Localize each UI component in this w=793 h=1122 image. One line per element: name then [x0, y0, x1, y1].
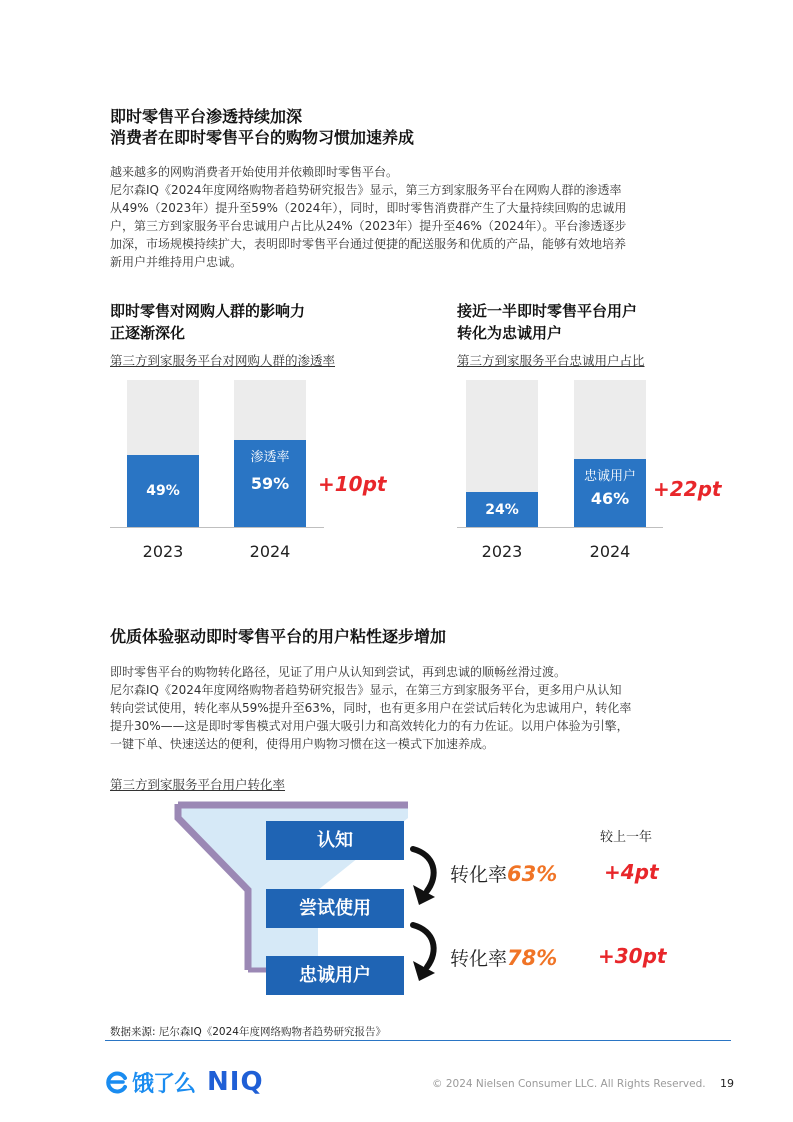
- footer-divider: [105, 1040, 731, 1041]
- left-bar-2024: [234, 440, 306, 527]
- paragraph-line: 尼尔森IQ《2024年度网络购物者趋势研究报告》显示，第三方到家服务平台在网购人群的渗透率: [110, 183, 622, 197]
- paragraph-line: 户，第三方到家服务平台忠诚用户占比从24%（2023年）提升至46%（2024年）。平台渗透逐步: [110, 219, 627, 233]
- section2-paragraph: [110, 663, 631, 753]
- funnel-stage-loyal: 忠诚用户: [266, 956, 404, 995]
- curved-arrow-icon: [405, 845, 445, 905]
- right-chart-caption: 第三方到家服务平台忠诚用户占比: [457, 353, 645, 368]
- eleme-logo-text: 饿了么: [132, 1071, 196, 1097]
- section2-title: 优质体验驱动即时零售平台的用户粘性逐步增加: [110, 627, 447, 646]
- page-number: 19: [720, 1077, 734, 1090]
- funnel-caption: 第三方到家服务平台用户转化率: [110, 777, 286, 792]
- left-bar-inner-label: 渗透率: [250, 450, 290, 465]
- section1-title-line2: 消费者在即时零售平台的购物习惯加速养成: [110, 128, 415, 147]
- yoy-header: 较上一年: [600, 830, 653, 845]
- paragraph-line: 从49%（2023年）提升至59%（2024年），同时，即时零售消费群产生了大量持续回购的忠诚用: [110, 201, 627, 215]
- right-chart-baseline: [457, 527, 663, 528]
- right-chart-heading-line1: 接近一半即时零售平台用户: [457, 302, 638, 320]
- conversion-rate-2: [450, 944, 557, 971]
- conversion-rate-value: 78%: [507, 946, 558, 970]
- right-chart-heading-line2: 转化为忠诚用户: [457, 324, 563, 342]
- left-bar-2023-value: 49%: [146, 483, 180, 499]
- footer-logos: [104, 1066, 264, 1098]
- right-bar-2023: [466, 492, 538, 527]
- right-bar-2023-value: 24%: [485, 501, 519, 518]
- left-chart-delta: +10pt: [318, 472, 387, 496]
- paragraph-line: 加深，市场规模持续扩大，表明即时零售平台通过便捷的配送服务和优质的产品，能够有效地培养: [110, 237, 627, 251]
- paragraph-line: 转向尝试使用，转化率从59%提升至63%，同时，也有更多用户在尝试后转化为忠诚用户，转化率: [110, 701, 632, 715]
- conversion-delta-1: +4pt: [604, 860, 659, 884]
- eleme-logo-icon: [104, 1069, 130, 1095]
- left-year-2024: 2024: [249, 542, 291, 561]
- paragraph-line: 即时零售平台的购物转化路径，见证了用户从认知到尝试，再到忠诚的顺畅丝滑过渡。: [110, 665, 567, 679]
- section1-title-line1: 即时零售平台渗透持续加深: [110, 107, 303, 126]
- left-chart-heading-line1: 即时零售对网购人群的影响力: [110, 302, 306, 320]
- left-bar-2024-value: 59%: [250, 474, 290, 493]
- data-source: 数据来源: 尼尔森IQ《2024年度网络购物者趋势研究报告》: [110, 1026, 386, 1038]
- right-bar-2024: [574, 459, 646, 527]
- left-bar-2023: [127, 455, 199, 527]
- paragraph-line: 新用户并维持用户忠诚。: [110, 255, 243, 269]
- curved-arrow-icon: [405, 921, 445, 981]
- conversion-rate-value: 63%: [507, 862, 558, 886]
- right-chart-delta: +22pt: [653, 477, 722, 501]
- left-chart-baseline: [110, 527, 324, 528]
- left-chart-caption: 第三方到家服务平台对网购人群的渗透率: [110, 353, 336, 368]
- funnel-stage-trial: 尝试使用: [266, 889, 404, 928]
- paragraph-line: 一键下单、快速送达的便利，使得用户购物习惯在这一模式下加速养成。: [110, 737, 495, 751]
- niq-logo: NIQ: [207, 1067, 264, 1097]
- right-bar-2024-value: 46%: [590, 489, 630, 508]
- right-year-2023: 2023: [481, 542, 523, 561]
- conversion-delta-2: +30pt: [598, 944, 667, 968]
- left-chart-heading-line2: 正逐渐深化: [110, 324, 186, 342]
- funnel-stage-awareness: 认知: [266, 821, 404, 860]
- left-year-2023: 2023: [142, 542, 184, 561]
- copyright: © 2024 Nielsen Consumer LLC. All Rights Reserved.: [432, 1078, 706, 1090]
- conversion-prefix: 转化率: [450, 864, 508, 886]
- right-year-2024: 2024: [589, 542, 631, 561]
- section1-paragraph: [110, 163, 626, 271]
- paragraph-line: 提升30%——这是即时零售模式对用户强大吸引力和高效转化力的有力佐证。以用户体验为引擎，: [110, 719, 629, 733]
- conversion-rate-1: [450, 860, 557, 887]
- right-bar-inner-label: 忠诚用户: [583, 469, 636, 484]
- conversion-prefix: 转化率: [450, 948, 508, 970]
- paragraph-line: 尼尔森IQ《2024年度网络购物者趋势研究报告》显示，在第三方到家服务平台，更多用户从认知: [110, 683, 622, 697]
- paragraph-line: 越来越多的网购消费者开始使用并依赖即时零售平台。: [110, 165, 399, 179]
